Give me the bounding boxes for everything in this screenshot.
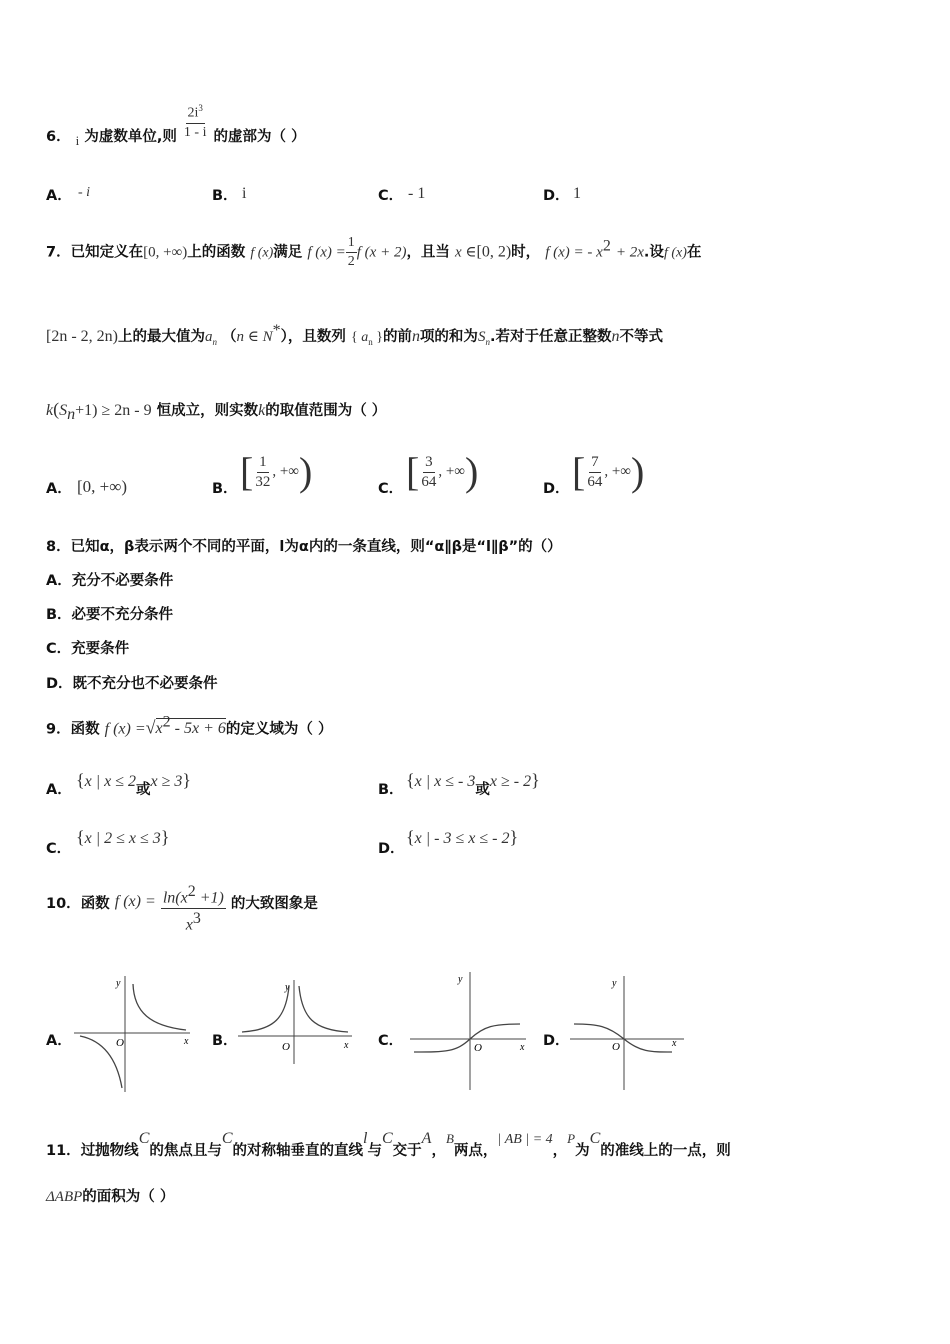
q8-stem: 8．已知α，β表示两个不同的平面，l为α内的一条直线，则“α∥β是“l∥β”的（） (46, 539, 562, 555)
q7-option-b-label[interactable]: B． (212, 481, 238, 497)
q10-graph-a[interactable] (70, 972, 195, 1094)
q6-option-b-value: i (242, 185, 247, 202)
axis-y-label: y (285, 982, 290, 993)
q7-half: $\frac{1}{2}$ (347, 235, 355, 269)
q7-stem-line2: [2n - 2, 2n)上的最大值为$a_n$ （n ∈ N*），且数列 { $a_n$ }的前n项的和为$S_n$.若对于任意正整数n不等式 (46, 322, 663, 347)
q7-option-d-value: [ $\frac{7}{64}$ , +∞) (572, 449, 645, 494)
q11-stem-line2: ΔABP的面积为（ ） (46, 1189, 175, 1205)
q9-radicand: $x^2 - 5x + 6$ (155, 714, 226, 738)
q10-option-b-label[interactable]: B． (212, 1033, 238, 1049)
q10-graph-d[interactable] (568, 972, 688, 1094)
q6-number: 6． (46, 129, 71, 145)
curve (414, 1024, 520, 1052)
q9-option-d-value: {x | - 3 ≤ x ≤ - 2} (406, 827, 519, 847)
curve-left (242, 986, 289, 1032)
q9-option-d-label[interactable]: D． (378, 841, 405, 857)
curve-right (299, 986, 348, 1032)
origin-label: O (474, 1042, 482, 1054)
q10-graph-c[interactable] (406, 968, 531, 1092)
q7-number: 7． (46, 244, 71, 261)
q10-stem: 10．函数 f (x) = $\frac{\ln(x^2 +1)}{x^3}$ 的大致图象是 (46, 883, 318, 934)
q7-option-a-label[interactable]: A． (46, 481, 72, 497)
q6-option-a-label[interactable]: A． (46, 188, 72, 204)
q6-stem (46, 103, 306, 148)
q10-option-d-label[interactable]: D． (543, 1033, 570, 1049)
q7-domain: [0, +∞) (143, 244, 188, 261)
q11-stem-line1: 11．过抛物线C的焦点且与C的对称轴垂直的直线l与C交于A，B两点，| AB | = 4，P为C的准线上的一点，则 (46, 1130, 731, 1159)
origin-label: O (282, 1041, 290, 1053)
origin-label: O (612, 1041, 620, 1053)
q9-option-a-value: {x | x ≤ 2或x ≥ 3} (76, 770, 192, 798)
origin-label: O (116, 1037, 124, 1049)
q7-stem-line3: $k(S_n+1) \ge 2n - 9$ 恒成立，则实数k的取值范围为（ ） (46, 399, 387, 423)
axis-x-label: x (672, 1038, 677, 1049)
axis-x-label: x (184, 1036, 189, 1047)
q9-option-c-value: {x | 2 ≤ x ≤ 3} (76, 827, 170, 847)
q9-option-c-label[interactable]: C． (46, 841, 72, 857)
q6-text2: 的虚部为（ ） (213, 129, 306, 145)
axis-x-label: x (344, 1040, 349, 1051)
q9-option-b-value: {x | x ≤ - 3或x ≥ - 2} (406, 770, 540, 798)
q8-option-b[interactable]: B．必要不充分条件 (46, 607, 174, 623)
q9-option-a-label[interactable]: A． (46, 782, 72, 798)
axis-y-label: y (612, 978, 617, 989)
q10-graph-b[interactable] (236, 976, 356, 1068)
q10-option-c-label[interactable]: C． (378, 1033, 404, 1049)
q6-option-c-label[interactable]: C． (378, 188, 404, 204)
q6-option-b-label[interactable]: B． (212, 188, 238, 204)
q7-option-b-value: [ $\frac{1}{32}$ , +∞) (240, 449, 313, 494)
q6-option-d-value: 1 (573, 185, 581, 202)
curve (574, 1024, 672, 1052)
axis-x-label: x (520, 1042, 525, 1053)
axis-y-label: y (116, 978, 121, 989)
q9-stem: 9．函数 f $(x) =√x^2 - 5x + 6$的定义域为（ ） (46, 714, 333, 738)
q6-var-i: i (75, 133, 80, 148)
q7-stem-line1: 7．已知定义在[0, +∞)上的函数 f (x)满足 f (x) = $\frac{1}{2}$ f (x + 2)，且当 x ∈[0, 2)时， f (x) = - $x^2 + 2x$.设f (x)在 (46, 235, 702, 269)
q6-text1: 为虚数单位,则 (84, 129, 177, 145)
q7-option-d-label[interactable]: D． (543, 481, 570, 497)
q8-option-d[interactable]: D．既不充分也不必要条件 (46, 676, 218, 692)
q10-option-a-label[interactable]: A． (46, 1033, 72, 1049)
q6-option-a-value: - i (78, 185, 91, 200)
q6-option-c-value: - 1 (408, 185, 426, 202)
curve-right (133, 984, 186, 1030)
q8-option-a[interactable]: A．充分不必要条件 (46, 573, 174, 589)
q7-option-c-label[interactable]: C． (378, 481, 404, 497)
q7-option-a-value: [0, +∞) (77, 477, 128, 496)
axis-y-label: y (458, 974, 463, 985)
q7-option-c-value: [ $\frac{3}{64}$ , +∞) (406, 449, 479, 494)
q10-fraction: $\frac{\ln(x^2 +1)}{x^3}$ (162, 883, 224, 934)
q8-option-c[interactable]: C．充要条件 (46, 641, 130, 657)
q6-fraction: $\frac{2i^3}{1 - i}$ (183, 103, 207, 140)
q9-option-b-label[interactable]: B． (378, 782, 404, 798)
q6-option-d-label[interactable]: D． (543, 188, 570, 204)
